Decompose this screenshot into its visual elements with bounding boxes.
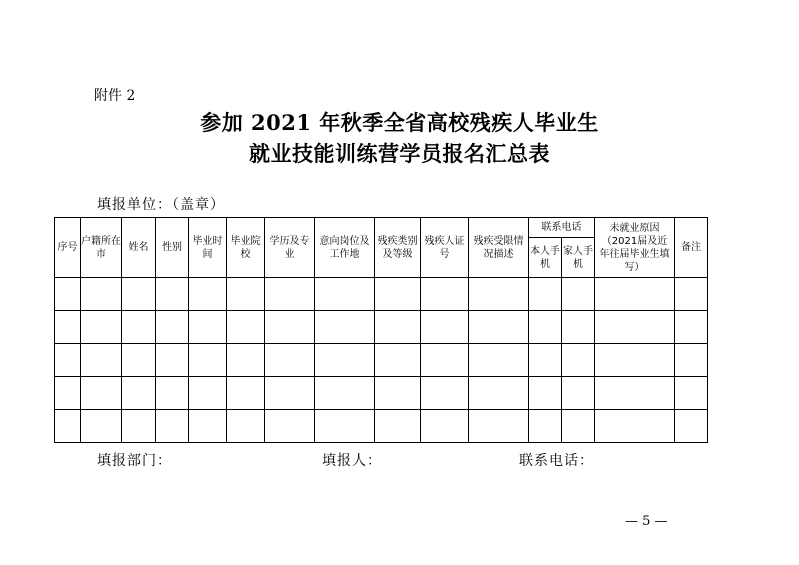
table-cell[interactable] — [55, 377, 81, 410]
table-cell[interactable] — [227, 410, 265, 443]
table-cell[interactable] — [562, 377, 595, 410]
table-row — [55, 278, 708, 311]
table-cell[interactable] — [156, 311, 189, 344]
table-cell[interactable] — [122, 344, 156, 377]
table-cell[interactable] — [421, 311, 469, 344]
table-cell[interactable] — [265, 377, 315, 410]
table-cell[interactable] — [469, 311, 529, 344]
table-cell[interactable] — [375, 344, 421, 377]
header-remarks: 备注 — [675, 218, 708, 278]
table-cell[interactable] — [122, 278, 156, 311]
table-cell[interactable] — [156, 278, 189, 311]
table-cell[interactable] — [315, 278, 375, 311]
table-cell[interactable] — [265, 311, 315, 344]
header-hukou: 户籍所在市 — [81, 218, 122, 278]
header-self-phone: 本人手机 — [529, 238, 562, 278]
table-cell[interactable] — [421, 377, 469, 410]
table-cell[interactable] — [469, 410, 529, 443]
table-cell[interactable] — [675, 377, 708, 410]
table-cell[interactable] — [156, 377, 189, 410]
header-disability-type: 残疾类别及等级 — [375, 218, 421, 278]
table-cell[interactable] — [156, 410, 189, 443]
table-cell[interactable] — [595, 410, 675, 443]
header-school: 毕业院校 — [227, 218, 265, 278]
header-grad-time: 毕业时间 — [189, 218, 227, 278]
table-cell[interactable] — [122, 377, 156, 410]
footer-phone-label: 联系电话： — [519, 453, 594, 469]
table-row — [55, 344, 708, 377]
header-gender: 性别 — [156, 218, 189, 278]
table-cell[interactable] — [595, 278, 675, 311]
header-seq: 序号 — [55, 218, 81, 278]
registration-table — [54, 217, 708, 443]
table-cell[interactable] — [529, 410, 562, 443]
header-disability-cert: 残疾人证号 — [421, 218, 469, 278]
page-title-line1: 参加 2021 年秋季全省高校残疾人毕业生 — [200, 110, 599, 135]
header-contact-phone: 联系电话 — [529, 218, 595, 238]
table-cell[interactable] — [595, 344, 675, 377]
table-cell[interactable] — [529, 311, 562, 344]
table-cell[interactable] — [675, 278, 708, 311]
reporting-unit-label: 填报单位：（盖章） — [97, 197, 225, 213]
table-cell[interactable] — [81, 278, 122, 311]
table-cell[interactable] — [421, 410, 469, 443]
table-cell[interactable] — [81, 377, 122, 410]
table-cell[interactable] — [375, 377, 421, 410]
table-body — [55, 278, 708, 443]
header-degree: 学历及专业 — [265, 218, 315, 278]
table-cell[interactable] — [595, 377, 675, 410]
footer-dept-label: 填报部门： — [97, 453, 172, 469]
table-cell[interactable] — [469, 377, 529, 410]
table-cell[interactable] — [189, 311, 227, 344]
table-cell[interactable] — [55, 410, 81, 443]
page-title-line2: 就业技能训练营学员报名汇总表 — [249, 141, 550, 166]
attachment-label: 附件 2 — [94, 88, 136, 104]
table-cell[interactable] — [675, 344, 708, 377]
table-cell[interactable] — [55, 278, 81, 311]
table-row — [55, 311, 708, 344]
table-cell[interactable] — [227, 377, 265, 410]
table-cell[interactable] — [595, 311, 675, 344]
table-cell[interactable] — [265, 410, 315, 443]
table-cell[interactable] — [122, 311, 156, 344]
table-cell[interactable] — [315, 377, 375, 410]
table-cell[interactable] — [227, 278, 265, 311]
table-cell[interactable] — [562, 311, 595, 344]
table-cell[interactable] — [375, 278, 421, 311]
table-cell[interactable] — [315, 410, 375, 443]
table-cell[interactable] — [55, 344, 81, 377]
table-cell[interactable] — [375, 311, 421, 344]
table-row — [55, 410, 708, 443]
table-cell[interactable] — [265, 278, 315, 311]
table-cell[interactable] — [529, 278, 562, 311]
table-cell[interactable] — [81, 311, 122, 344]
header-family-phone: 家人手机 — [562, 238, 595, 278]
table-cell[interactable] — [189, 377, 227, 410]
table-cell[interactable] — [675, 410, 708, 443]
table-cell[interactable] — [675, 311, 708, 344]
header-disability-desc: 残疾受限情况描述 — [469, 218, 529, 278]
table-cell[interactable] — [469, 344, 529, 377]
table-cell[interactable] — [421, 344, 469, 377]
table-cell[interactable] — [562, 410, 595, 443]
table-cell[interactable] — [227, 344, 265, 377]
header-name: 姓名 — [122, 218, 156, 278]
table-cell[interactable] — [529, 377, 562, 410]
table-cell[interactable] — [189, 410, 227, 443]
table-cell[interactable] — [81, 344, 122, 377]
table-cell[interactable] — [421, 278, 469, 311]
page-number: — 5 — — [625, 514, 668, 529]
header-unemployed-reason: 未就业原因（2021届及近年往届毕业生填写） — [595, 218, 675, 278]
table-cell[interactable] — [562, 278, 595, 311]
table-cell[interactable] — [55, 311, 81, 344]
table-cell[interactable] — [122, 410, 156, 443]
table-cell[interactable] — [227, 311, 265, 344]
table-cell[interactable] — [562, 344, 595, 377]
table-cell[interactable] — [469, 278, 529, 311]
table-cell[interactable] — [156, 344, 189, 377]
table-cell[interactable] — [529, 344, 562, 377]
table-cell[interactable] — [265, 344, 315, 377]
footer-person-label: 填报人： — [322, 453, 382, 469]
table-cell[interactable] — [189, 278, 227, 311]
table-row — [55, 377, 708, 410]
table-cell[interactable] — [315, 344, 375, 377]
table-cell[interactable] — [315, 311, 375, 344]
table-cell[interactable] — [189, 344, 227, 377]
header-job: 意向岗位及工作地 — [315, 218, 375, 278]
table-cell[interactable] — [375, 410, 421, 443]
table-cell[interactable] — [81, 410, 122, 443]
